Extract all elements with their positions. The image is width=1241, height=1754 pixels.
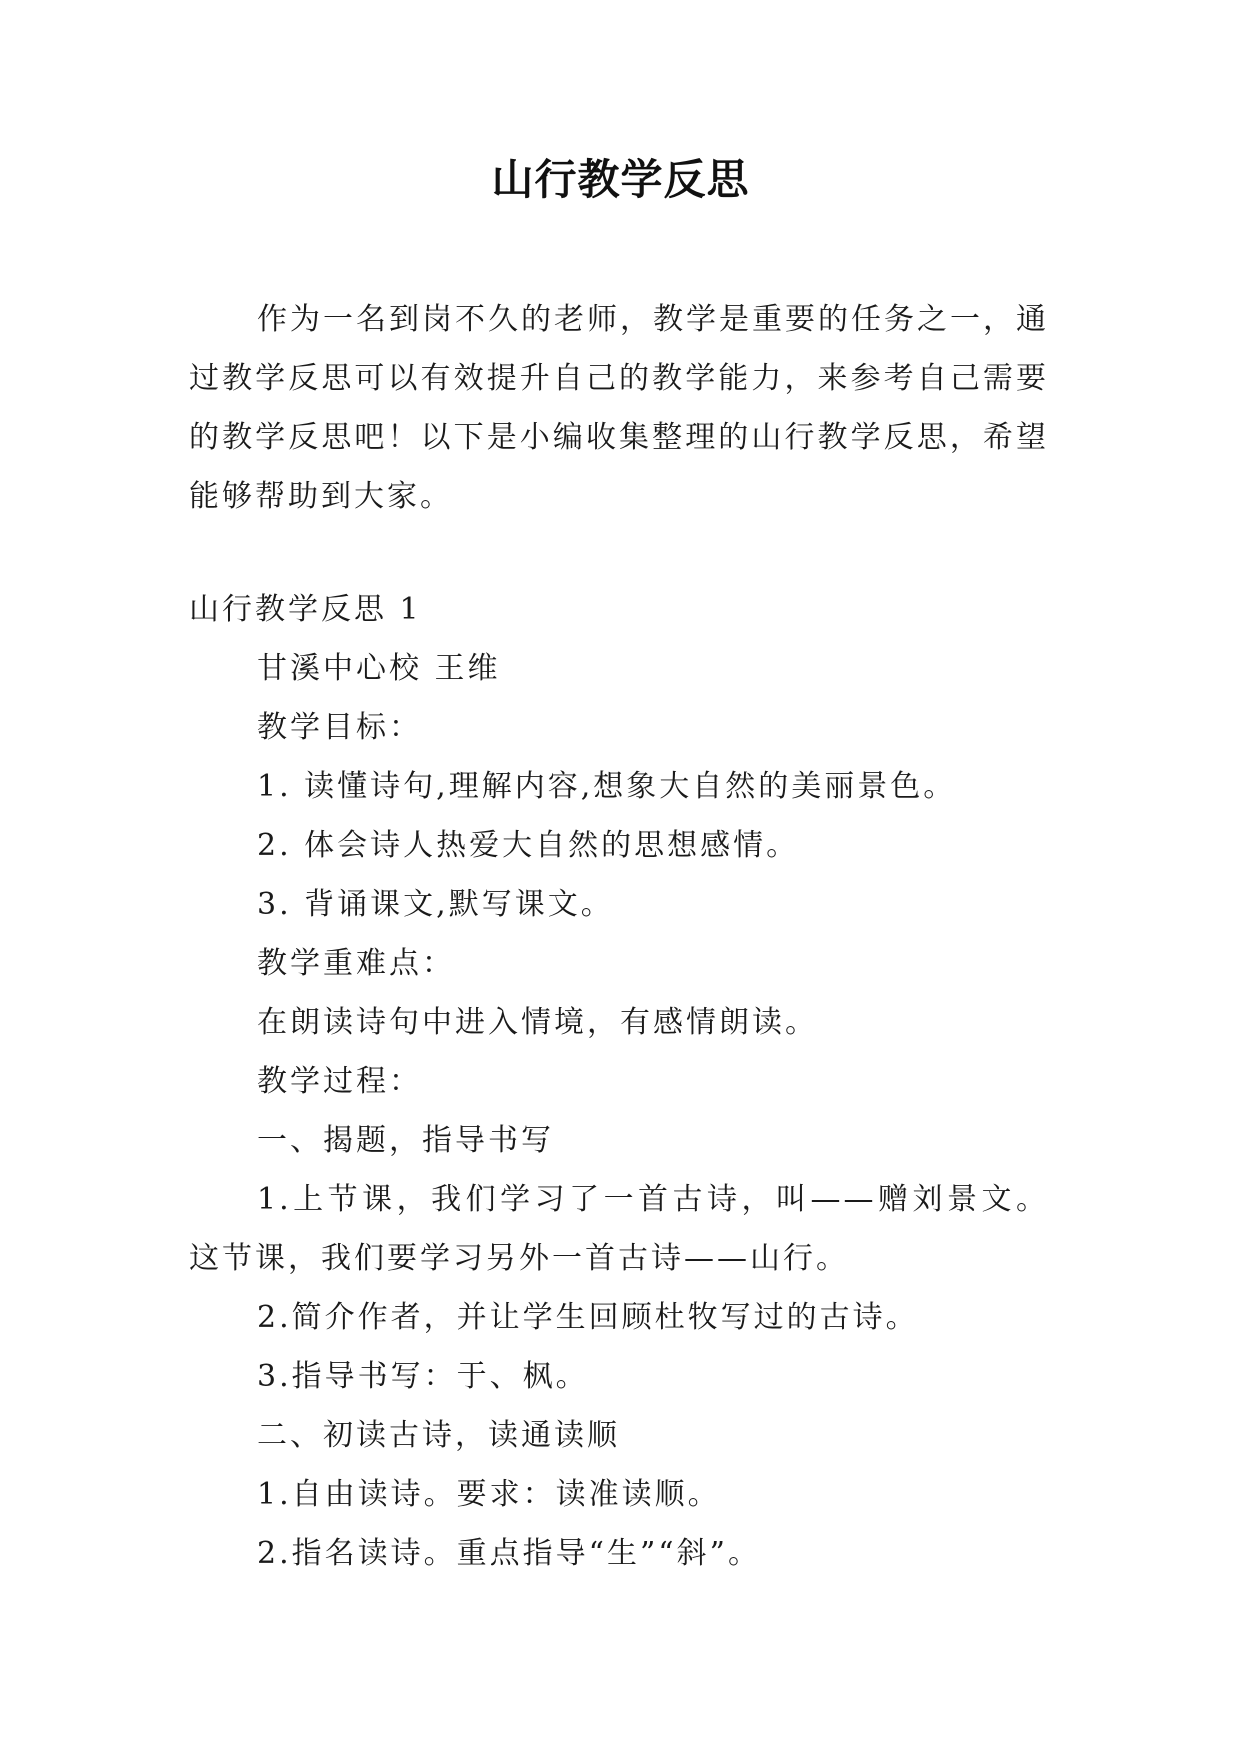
author-line: 甘溪中心校 王维 <box>257 651 501 686</box>
key-points-text: 在朗读诗句中进入情境，有感情朗读。 <box>257 1005 818 1040</box>
goal-item: 2. 体会诗人热爱大自然的思想感情。 <box>257 828 800 863</box>
goal-item: 3. 背诵课文,默写课文。 <box>257 887 614 922</box>
process-step-item: 1.自由读诗。要求：读准读顺。 <box>257 1477 721 1512</box>
process-step-heading: 二、初读古诗，读通读顺 <box>257 1418 620 1453</box>
process-step-item: 1.上节课，我们学习了一首古诗，叫——赠刘景文。这节课，我们要学习另外一首古诗——山行。 <box>189 1182 1049 1276</box>
process-step-item: 2.简介作者，并让学生回顾杜牧写过的古诗。 <box>257 1300 919 1335</box>
process-step-heading: 一、揭题，指导书写 <box>257 1123 554 1158</box>
section-heading: 山行教学反思 1 <box>189 592 422 627</box>
process-heading: 教学过程： <box>257 1064 422 1099</box>
goal-item: 1. 读懂诗句,理解内容,想象大自然的美丽景色。 <box>257 769 957 804</box>
lesson-content <box>189 639 1049 1583</box>
intro-paragraph: 作为一名到岗不久的老师，教学是重要的任务之一，通过教学反思可以有效提升自己的教学能力，来参考自己需要的教学反思吧！以下是小编收集整理的山行教学反思，希望能够帮助到大家。 <box>189 302 1049 514</box>
teaching-goals-heading: 教学目标： <box>257 710 422 745</box>
process-step-item: 3.指导书写：于、枫。 <box>257 1359 589 1394</box>
page-title: 山行教学反思 <box>491 155 750 204</box>
process-step-item: 2.指名读诗。重点指导“生”“斜”。 <box>257 1536 761 1571</box>
key-points-heading: 教学重难点： <box>257 946 455 981</box>
